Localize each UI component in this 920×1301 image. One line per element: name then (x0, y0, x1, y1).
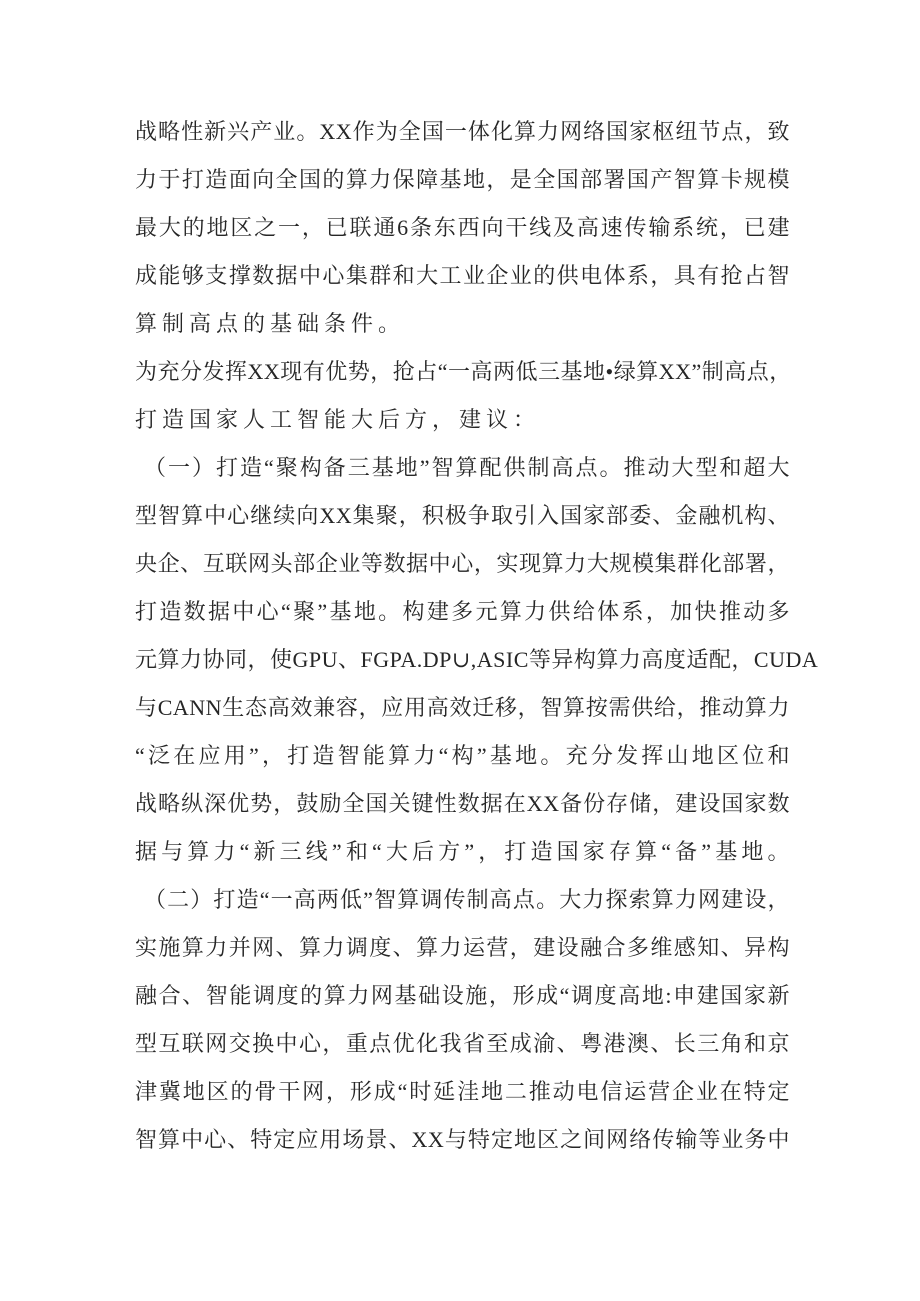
text-line: 元算力协同，使GPU、FGPA.DP∪,ASIC等异构算力高度适配，CUDA (135, 647, 819, 672)
text-line: “泛在应用”，打造智能算力“构”基地。充分发挥山地区位和 (135, 743, 790, 768)
text-line: 打造数据中心“聚”基地。构建多元算力供给体系，加快推动多 (135, 599, 790, 624)
document-text-block (135, 108, 819, 1164)
text-line: 津冀地区的骨干网，形成“时延洼地二推动电信运营企业在特定 (135, 1079, 790, 1104)
text-line: 央企、互联网头部企业等数据中心，实现算力大规模集群化部署， (135, 551, 790, 576)
text-line: （二）打造“一高两低”智算调传制高点。大力探索算力网建设， (144, 887, 790, 912)
text-line: 融合、智能调度的算力网基础设施，形成“调度高地:申建国家新 (135, 983, 790, 1008)
text-line: 智算中心、特定应用场景、XX与特定地区之间网络传输等业务中 (135, 1127, 790, 1152)
text-line: 型智算中心继续向XX集聚，积极争取引入国家部委、金融机构、 (135, 503, 790, 528)
text-line: 型互联网交换中心，重点优化我省至成渝、粤港澳、长三角和京 (135, 1031, 790, 1056)
text-line: 为充分发挥XX现有优势，抢占“一高两低三基地•绿算XX”制高点， (135, 359, 792, 384)
text-line: 算制高点的基础条件。 (135, 311, 406, 336)
text-line: （一）打造“聚构备三基地”智算配供制高点。推动大型和超大 (144, 455, 790, 480)
text-line: 力于打造面向全国的算力保障基地，是全国部署国产智算卡规模 (135, 167, 790, 192)
text-line: 最大的地区之一，已联通6条东西向干线及高速传输系统，已建 (135, 215, 790, 240)
text-line: 打造国家人工智能大后方，建议： (135, 407, 541, 432)
text-line: 成能够支撑数据中心集群和大工业企业的供电体系，具有抢占智 (135, 263, 790, 288)
text-line: 战略性新兴产业。XX作为全国一体化算力网络国家枢纽节点，致 (135, 119, 790, 144)
text-line: 战略纵深优势，鼓励全国关键性数据在XX备份存储，建设国家数 (135, 791, 790, 816)
text-line: 据与算力“新三线”和“大后方”，打造国家存算“备”基地。 (135, 839, 790, 864)
text-line: 实施算力并网、算力调度、算力运营，建设融合多维感知、异构 (135, 935, 790, 960)
text-line: 与CANN生态高效兼容，应用高效迁移，智算按需供给，推动算力 (135, 695, 790, 720)
